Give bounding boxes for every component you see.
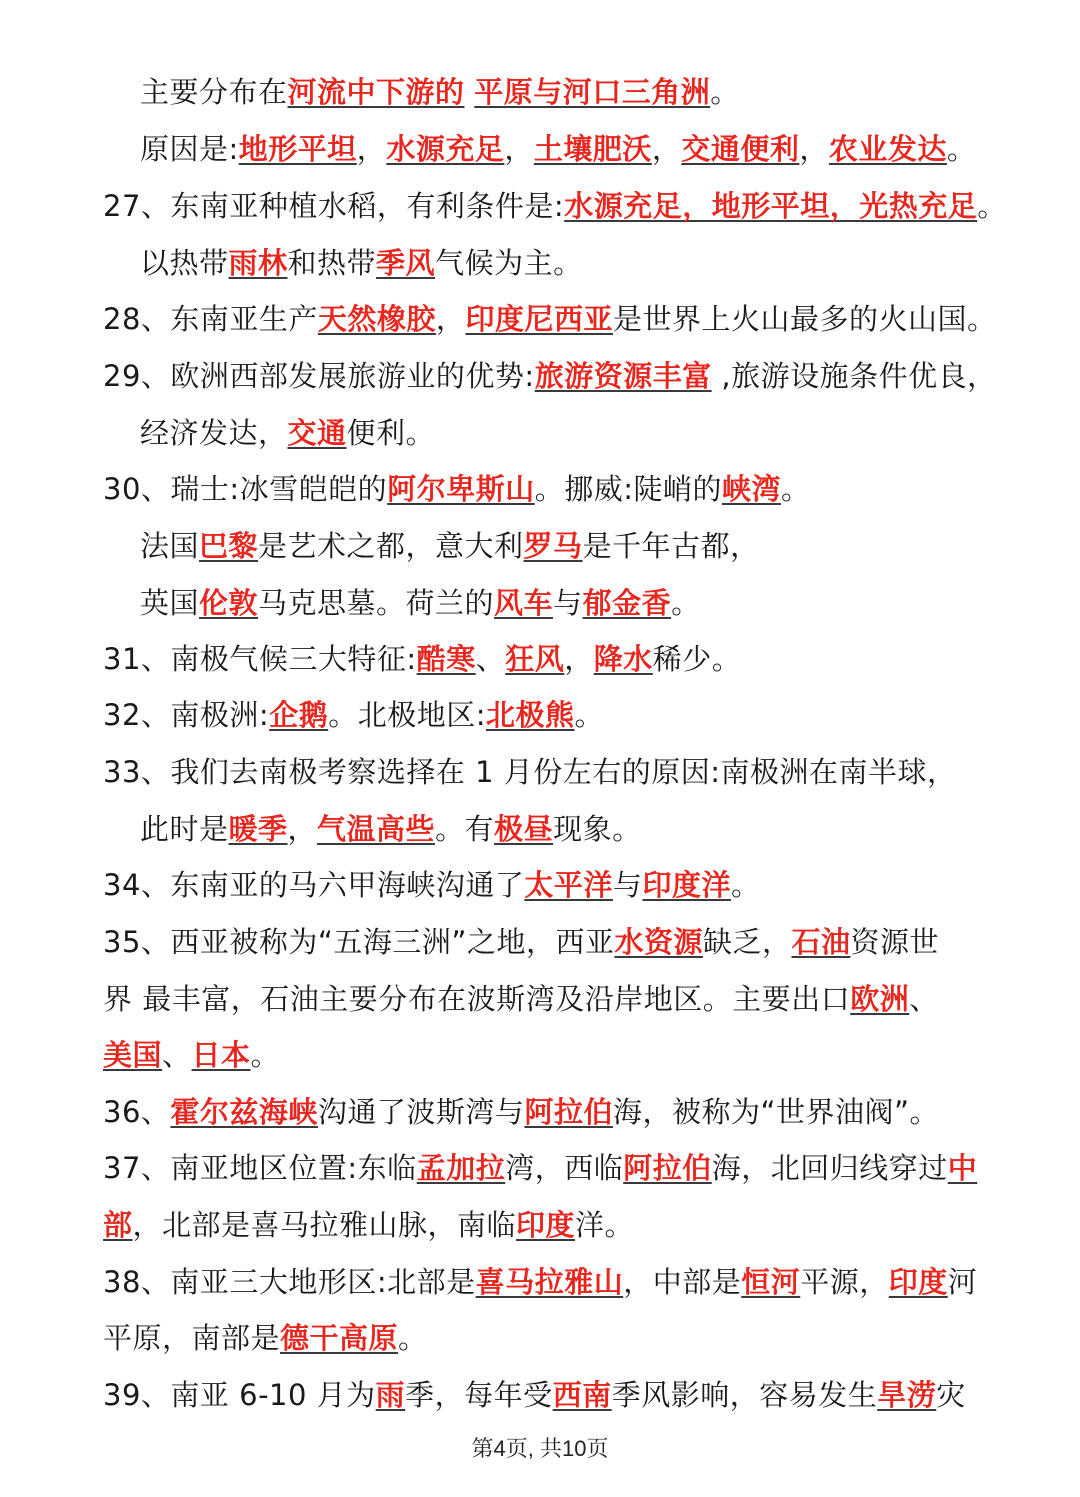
text-segment: 。 — [781, 472, 811, 506]
text-line — [140, 526, 760, 566]
text-line — [140, 809, 642, 849]
text-segment: ，北部是喜马拉雅山脉，南临 — [132, 1208, 517, 1242]
highlight-keyword: 狂风 — [505, 642, 565, 676]
text-segment: 、 — [475, 642, 506, 676]
text-segment: 。 — [574, 698, 605, 732]
text-segment: 。 — [977, 189, 1007, 223]
text-segment: 。 — [710, 75, 740, 109]
text-line — [103, 469, 811, 509]
text-segment: 、 — [162, 1038, 192, 1072]
text-segment: 海，北回归线穿过 — [711, 1151, 948, 1185]
text-segment: 37、南亚地区位置:东临 — [103, 1151, 417, 1185]
text-segment: 以热带 — [140, 246, 229, 280]
highlight-keyword: 水源充足，地形平坦，光热充足 — [564, 189, 978, 223]
text-segment: 季风影响，容易发生 — [611, 1378, 878, 1412]
highlight-keyword: 日本 — [191, 1038, 251, 1072]
highlight-keyword: 印度 — [516, 1208, 576, 1242]
text-segment: 32、南极洲: — [103, 698, 270, 732]
highlight-keyword: 部 — [103, 1208, 133, 1242]
highlight-keyword: 降水 — [593, 642, 653, 676]
text-segment: 。北极地区: — [328, 698, 486, 732]
highlight-keyword: 旱涝 — [877, 1378, 937, 1412]
text-segment: 便利。 — [346, 416, 436, 450]
highlight-keyword: 罗马 — [523, 529, 583, 563]
highlight-keyword: 企鹅 — [269, 698, 329, 732]
text-segment: 39、南亚 6-10 月为 — [103, 1378, 376, 1412]
highlight-keyword: 印度洋 — [642, 868, 731, 902]
highlight-keyword: 太平洋 — [524, 868, 613, 902]
text-segment: ，中部是 — [623, 1265, 742, 1299]
highlight-keyword: 暖季 — [228, 812, 288, 846]
text-segment: 。 — [398, 1321, 428, 1355]
text-segment: ， — [435, 302, 466, 336]
highlight-keyword: 郁金香 — [582, 586, 672, 620]
text-segment: 与 — [553, 586, 583, 620]
text-line — [103, 299, 996, 339]
text-segment: 、 — [909, 982, 939, 1016]
highlight-keyword: 恒河 — [741, 1265, 801, 1299]
text-line — [103, 922, 939, 962]
text-line — [140, 243, 583, 283]
text-segment: ， — [799, 132, 829, 166]
text-line — [103, 1318, 428, 1358]
highlight-keyword: 北极熊 — [485, 698, 575, 732]
highlight-keyword: 酷寒 — [416, 642, 476, 676]
text-segment: 是世界上火山最多的火山国。 — [612, 302, 997, 336]
text-segment: ， — [356, 132, 387, 166]
text-line — [103, 1092, 939, 1132]
text-segment: 洋。 — [575, 1208, 635, 1242]
highlight-keyword: 天然橡胶 — [317, 302, 436, 336]
highlight-keyword: 风车 — [494, 586, 554, 620]
text-line — [103, 1205, 634, 1245]
text-line — [140, 583, 701, 623]
highlight-keyword: 旅游资源丰富 — [534, 359, 712, 393]
text-segment: 是千年古都， — [582, 529, 760, 563]
text-segment: 缺乏， — [702, 925, 792, 959]
text-line — [103, 865, 760, 905]
text-segment: 季，每年受 — [405, 1378, 553, 1412]
text-segment: 资源世 — [850, 925, 940, 959]
highlight-keyword: 雨林 — [228, 246, 288, 280]
text-segment: ,旅游设施条件优良， — [711, 359, 997, 393]
text-segment: 此时是 — [140, 812, 229, 846]
text-segment: 。 — [730, 868, 761, 902]
text-segment: 。挪威:陡峭的 — [534, 472, 722, 506]
text-segment: 和热带 — [287, 246, 377, 280]
text-segment: 英国 — [140, 586, 200, 620]
text-segment: 28、东南亚生产 — [103, 302, 318, 336]
highlight-keyword: 石油 — [791, 925, 851, 959]
text-segment: 沟通了波斯湾与 — [317, 1095, 525, 1129]
highlight-keyword: 阿拉伯 — [623, 1151, 712, 1185]
highlight-keyword: 孟加拉 — [416, 1151, 506, 1185]
text-segment: 35、西亚被称为“五海三洲”之地，西亚 — [103, 925, 615, 959]
text-segment: 。有 — [435, 812, 495, 846]
text-segment: 30、瑞士:冰雪皑皑的 — [103, 472, 388, 506]
text-segment: 气候为主。 — [435, 246, 583, 280]
highlight-keyword: 水资源 — [614, 925, 703, 959]
text-segment: ， — [287, 812, 318, 846]
text-line — [103, 1262, 977, 1302]
highlight-keyword: 印度尼西亚 — [465, 302, 613, 336]
text-segment: ， — [504, 132, 534, 166]
page-number-footer: 第4页, 共10页 — [471, 1436, 609, 1461]
text-segment: 。 — [671, 586, 701, 620]
text-segment: 31、南极气候三大特征: — [103, 642, 417, 676]
highlight-keyword: 阿尔卑斯山 — [387, 472, 535, 506]
text-segment: 稀少。 — [652, 642, 742, 676]
highlight-keyword: 季风 — [376, 246, 436, 280]
highlight-keyword: 农业发达 — [828, 132, 947, 166]
text-segment: 河 — [947, 1265, 978, 1299]
highlight-keyword: 霍尔兹海峡 — [170, 1095, 318, 1129]
text-line — [103, 695, 604, 735]
text-line — [140, 129, 976, 169]
highlight-keyword: 水源充足 — [386, 132, 505, 166]
highlight-keyword: 喜马拉雅山 — [475, 1265, 624, 1299]
text-segment: 法国 — [140, 529, 200, 563]
text-line — [103, 979, 939, 1019]
text-line — [103, 1148, 977, 1188]
text-line — [103, 186, 1007, 226]
highlight-keyword: 雨 — [375, 1378, 406, 1412]
text-line — [103, 752, 957, 792]
highlight-keyword: 德干高原 — [280, 1321, 399, 1355]
text-segment: 原因是: — [140, 132, 239, 166]
text-segment: 36、 — [103, 1095, 171, 1129]
text-segment: 38、南亚三大地形区:北部是 — [103, 1265, 476, 1299]
text-segment: ， — [564, 642, 594, 676]
highlight-keyword: 土壤肥沃 — [533, 132, 652, 166]
text-segment: 马克思墓。荷兰的 — [258, 586, 495, 620]
text-segment: 现象。 — [553, 812, 642, 846]
highlight-keyword: 美国 — [103, 1038, 163, 1072]
text-segment — [465, 75, 475, 109]
text-line — [103, 639, 741, 679]
text-line — [103, 1375, 966, 1415]
highlight-keyword: 交通 — [287, 416, 347, 450]
text-segment: 平原，南部是 — [103, 1321, 281, 1355]
text-segment: ， — [651, 132, 682, 166]
text-line — [140, 72, 740, 112]
text-line — [140, 413, 435, 453]
highlight-keyword: 西南 — [552, 1378, 612, 1412]
text-segment: 29、欧洲西部发展旅游业的优势: — [103, 359, 535, 393]
text-segment: 湾，西临 — [505, 1151, 624, 1185]
text-segment: 33、我们去南极考察选择在 1 月份左右的原因:南极洲在南半球， — [103, 755, 957, 789]
highlight-keyword: 伦敦 — [199, 586, 259, 620]
text-segment: 经济发达， — [140, 416, 288, 450]
highlight-keyword: 峡湾 — [721, 472, 781, 506]
text-segment: 与 — [612, 868, 643, 902]
text-line — [103, 356, 997, 396]
text-segment: 海，被称为“世界油阀”。 — [612, 1095, 940, 1129]
text-segment: 34、东南亚的马六甲海峡沟通了 — [103, 868, 525, 902]
text-segment: 。 — [250, 1038, 281, 1072]
highlight-keyword: 印度 — [888, 1265, 948, 1299]
text-segment: 27、东南亚种植水稻，有利条件是: — [103, 189, 565, 223]
highlight-keyword: 交通便利 — [681, 132, 800, 166]
text-segment: 界 最丰富，石油主要分布在波斯湾及沿岸地区。主要出口 — [103, 982, 851, 1016]
highlight-keyword: 欧洲 — [850, 982, 910, 1016]
text-line — [103, 1035, 280, 1075]
highlight-keyword: 阿拉伯 — [524, 1095, 613, 1129]
highlight-keyword: 巴黎 — [199, 529, 259, 563]
highlight-keyword: 河流中下游的 — [287, 75, 465, 109]
text-segment: 灾 — [936, 1378, 966, 1412]
text-segment: 是艺术之都，意大利 — [258, 529, 524, 563]
highlight-keyword: 平原与河口三角洲 — [474, 75, 711, 109]
highlight-keyword: 地形平坦 — [238, 132, 357, 166]
text-segment: 主要分布在 — [140, 75, 288, 109]
highlight-keyword: 气温高些 — [317, 812, 436, 846]
highlight-keyword: 中 — [947, 1151, 978, 1185]
text-segment: 。 — [946, 132, 977, 166]
highlight-keyword: 极昼 — [494, 812, 554, 846]
text-segment: 平源， — [800, 1265, 889, 1299]
